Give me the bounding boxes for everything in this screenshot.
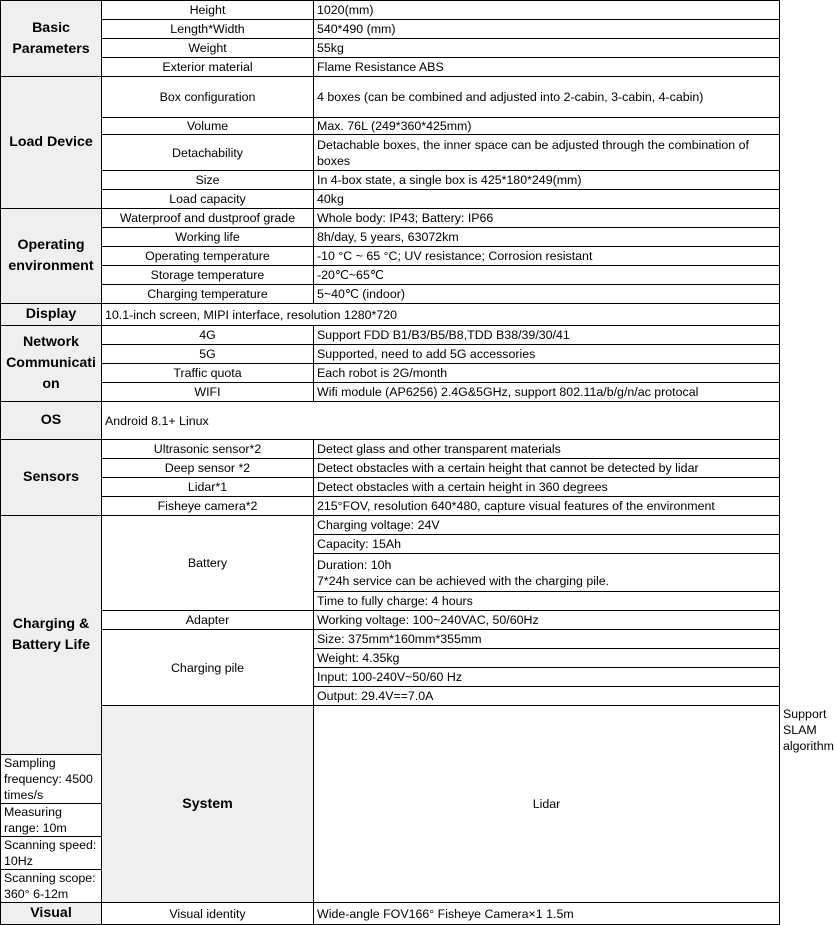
table-row xyxy=(1,630,780,649)
category-charging-battery-life: Charging & Battery Life xyxy=(1,516,102,755)
table-row xyxy=(1,209,780,228)
item-value: Detect glass and other transparent materials xyxy=(314,440,780,459)
category-sensors: Sensors xyxy=(1,440,102,516)
item-label: Traffic quota xyxy=(102,364,314,383)
item-label: Volume xyxy=(102,118,314,135)
item-value: Scanning speed: 10Hz xyxy=(1,837,102,870)
table-row xyxy=(1,190,780,209)
table-row xyxy=(1,497,780,516)
item-value: Time to fully charge: 4 hours xyxy=(314,592,780,611)
item-value: Capacity: 15Ah xyxy=(314,535,780,554)
table-row xyxy=(1,516,780,535)
table-row xyxy=(1,326,780,345)
item-label: Deep sensor *2 xyxy=(102,459,314,478)
item-value: Working voltage: 100~240VAC, 50/60Hz xyxy=(314,611,780,630)
item-value: 40kg xyxy=(314,190,780,209)
item-label-battery: Battery xyxy=(102,516,314,611)
table-row xyxy=(1,171,780,190)
table-row xyxy=(1,478,780,497)
item-value: 1020(mm) xyxy=(314,1,780,20)
item-value: Detachable boxes, the inner space can be adjusted through the combination of boxes xyxy=(314,135,780,171)
item-value: In 4-box state, a single box is 425*180*249(mm) xyxy=(314,171,780,190)
table-row xyxy=(1,77,780,118)
item-value: Weight: 4.35kg xyxy=(314,649,780,668)
item-value: Each robot is 2G/month xyxy=(314,364,780,383)
table-row xyxy=(1,135,780,171)
item-label: Visual identity xyxy=(102,903,314,925)
item-label: WIFI xyxy=(102,383,314,402)
category-system: System xyxy=(102,706,314,903)
category-network-communication: Network Communicati on xyxy=(1,326,102,402)
item-label: Fisheye camera*2 xyxy=(102,497,314,516)
item-value: Scanning scope: 360° 6-12m xyxy=(1,870,102,903)
item-value: Detect obstacles with a certain height that cannot be detected by lidar xyxy=(314,459,780,478)
table-row xyxy=(1,611,780,630)
item-label: Height xyxy=(102,1,314,20)
table-row xyxy=(1,20,780,39)
item-label: 5G xyxy=(102,345,314,364)
item-value: Measuring range: 10m xyxy=(1,804,102,837)
item-label: Operating temperature xyxy=(102,247,314,266)
item-label: Load capacity xyxy=(102,190,314,209)
item-value: Input: 100-240V~50/60 Hz xyxy=(314,668,780,687)
table-row xyxy=(1,345,780,364)
table-row xyxy=(1,247,780,266)
item-value: Size: 375mm*160mm*355mm xyxy=(314,630,780,649)
item-value: -10 °C ~ 65 °C; UV resistance; Corrosion resistant xyxy=(314,247,780,266)
item-value: -20℃~65℃ xyxy=(314,266,780,285)
item-label: Exterior material xyxy=(102,58,314,77)
item-label: Waterproof and dustproof grade xyxy=(102,209,314,228)
category-os: OS xyxy=(1,402,102,440)
item-label: Charging temperature xyxy=(102,285,314,304)
table-row xyxy=(1,402,780,440)
item-value: Flame Resistance ABS xyxy=(314,58,780,77)
item-value: Wifi module (AP6256) 2.4G&5GHz, support 802.11a/b/g/n/ac protocal xyxy=(314,383,780,402)
item-label-lidar: Lidar xyxy=(314,706,780,903)
category-visual: Visual xyxy=(1,903,102,925)
item-label-adapter: Adapter xyxy=(102,611,314,630)
os-value: Android 8.1+ Linux xyxy=(102,402,780,440)
item-value: 540*490 (mm) xyxy=(314,20,780,39)
table-row xyxy=(1,228,780,247)
table-row xyxy=(1,39,780,58)
item-value: Wide-angle FOV166° Fisheye Camera×1 1.5m xyxy=(314,903,780,925)
item-value: 4 boxes (can be combined and adjusted into 2-cabin, 3-cabin, 4-cabin) xyxy=(314,77,780,118)
item-value: Max. 76L (249*360*425mm) xyxy=(314,118,780,135)
display-value: 10.1-inch screen, MIPI interface, resolution 1280*720 xyxy=(102,304,780,326)
item-value: 5~40℃ (indoor) xyxy=(314,285,780,304)
item-value: Sampling frequency: 4500 times/s xyxy=(1,755,102,804)
item-label: Lidar*1 xyxy=(102,478,314,497)
category-load-device: Load Device xyxy=(1,77,102,209)
item-value: 8h/day, 5 years, 63072km xyxy=(314,228,780,247)
table-row: System Lidar Support SLAM algorithm xyxy=(1,706,780,755)
table-row xyxy=(1,903,780,925)
item-value: Supported, need to add 5G accessories xyxy=(314,345,780,364)
table-row xyxy=(1,266,780,285)
item-value: 55kg xyxy=(314,39,780,58)
item-value: Detect obstacles with a certain height in 360 degrees xyxy=(314,478,780,497)
table-row xyxy=(1,383,780,402)
item-value: Duration: 10h 7*24h service can be achieved with the charging pile. xyxy=(314,554,780,592)
table-row xyxy=(1,440,780,459)
table-row xyxy=(1,58,780,77)
item-label: Detachability xyxy=(102,135,314,171)
category-display: Display xyxy=(1,304,102,326)
table-row xyxy=(1,285,780,304)
table-row xyxy=(1,1,780,20)
category-basic-parameters: Basic Parameters xyxy=(1,1,102,77)
item-label: Length*Width xyxy=(102,20,314,39)
category-operating-environment: Operating environment xyxy=(1,209,102,304)
item-label: Box configuration xyxy=(102,77,314,118)
item-value: Support FDD B1/B3/B5/B8,TDD B38/39/30/41 xyxy=(314,326,780,345)
item-value: Whole body: IP43; Battery: IP66 xyxy=(314,209,780,228)
item-label: Storage temperature xyxy=(102,266,314,285)
item-label: Ultrasonic sensor*2 xyxy=(102,440,314,459)
item-value: 215°FOV, resolution 640*480, capture visual features of the environment xyxy=(314,497,780,516)
table-row xyxy=(1,304,780,326)
table-row xyxy=(1,459,780,478)
table-row xyxy=(1,364,780,383)
item-label-charging-pile: Charging pile xyxy=(102,630,314,706)
item-value: Charging voltage: 24V xyxy=(314,516,780,535)
table-row xyxy=(1,118,780,135)
item-label: 4G xyxy=(102,326,314,345)
item-label: Weight xyxy=(102,39,314,58)
item-label: Size xyxy=(102,171,314,190)
item-label: Working life xyxy=(102,228,314,247)
item-value: Output: 29.4V==7.0A xyxy=(314,687,780,706)
